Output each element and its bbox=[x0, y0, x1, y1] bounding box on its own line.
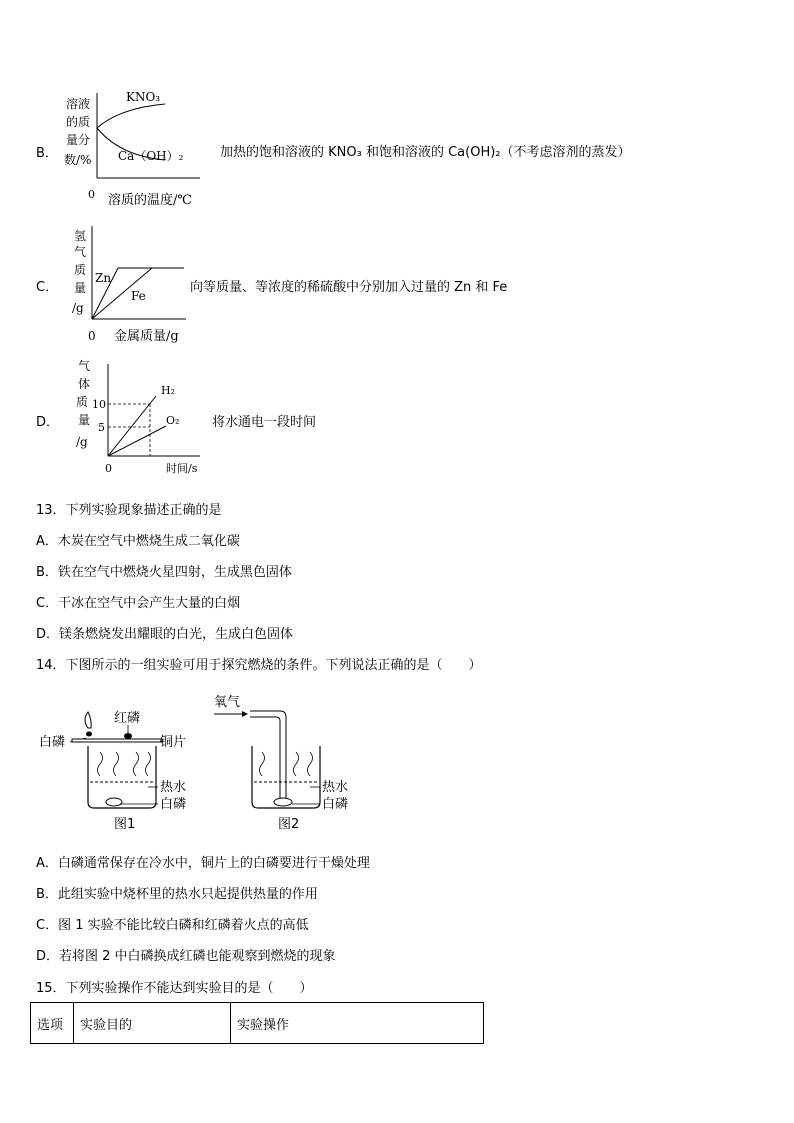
option-d-tick-10: 10 bbox=[92, 398, 106, 411]
option-d-y-label-1: 气 bbox=[78, 359, 91, 373]
q13-option-b: B．铁在空气中燃烧火星四射，生成黑色固体 bbox=[36, 565, 292, 580]
q14-option-a: A．白磷通常保存在冷水中，铜片上的白磷要进行干燥处理 bbox=[36, 856, 370, 871]
option-d-y-label-3: 质 bbox=[76, 395, 89, 409]
q14-figure-2 bbox=[210, 690, 360, 835]
option-b-y-label-2: 的质 bbox=[66, 115, 91, 129]
option-c-y-label-4: 量 bbox=[74, 281, 87, 295]
fig2-bottom-white-p bbox=[274, 798, 292, 806]
header-operation: 实验操作 bbox=[231, 1003, 484, 1044]
option-d-x-label: 时间/s bbox=[166, 462, 198, 475]
option-d-tick-5: 5 bbox=[98, 421, 105, 434]
fig1-copper-plate bbox=[72, 739, 162, 742]
option-c-origin: 0 bbox=[88, 329, 96, 343]
option-b-origin: 0 bbox=[88, 188, 95, 201]
fig2-caption: 图2 bbox=[278, 817, 300, 832]
option-b-kno3-curve bbox=[97, 104, 165, 128]
q13-option-a: A．木炭在空气中燃烧生成二氧化碳 bbox=[36, 534, 240, 549]
fig1-caption: 图1 bbox=[114, 817, 136, 832]
option-d-y-label-5: /g bbox=[76, 435, 88, 449]
option-d-o2-label: O₂ bbox=[166, 414, 180, 427]
option-d-letter: D． bbox=[36, 415, 60, 430]
option-b-y-label-3: 量分 bbox=[66, 133, 91, 147]
option-b-graph bbox=[60, 88, 210, 213]
option-b-kno3-label: KNO₃ bbox=[126, 90, 161, 104]
option-b-description: 加热的饱和溶液的 KNO₃ 和饱和溶液的 Ca(OH)₂（不考虑溶剂的蒸发） bbox=[220, 145, 631, 160]
option-b-caoh2-label: Ca（OH）₂ bbox=[118, 149, 184, 163]
fig2-oxygen-label: 氧气 bbox=[214, 695, 241, 710]
option-c-x-label: 金属质量/g bbox=[114, 329, 179, 344]
option-c-y-label-1: 氢 bbox=[74, 229, 87, 243]
option-b-x-label: 溶质的温度/℃ bbox=[108, 193, 192, 208]
fig1-red-phosphorus bbox=[124, 733, 132, 739]
fig1-bottom-white-p bbox=[106, 798, 122, 806]
fig2-white-p-label: 白磷 bbox=[322, 797, 349, 812]
q13-option-c: C．干冰在空气中会产生大量的白烟 bbox=[36, 596, 241, 611]
option-c-y-label-2: 气 bbox=[74, 245, 87, 259]
fig1-white-p-label: 白磷 bbox=[39, 735, 66, 750]
option-c-y-label-5: /g bbox=[72, 301, 84, 315]
fig1-steam-icon bbox=[98, 752, 151, 776]
option-d-description: 将水通电一段时间 bbox=[212, 415, 317, 430]
q14-option-b: B．此组实验中烧杯里的热水只起提供热量的作用 bbox=[36, 887, 318, 902]
q13-option-d: D．镁条燃烧发出耀眼的白光，生成白色固体 bbox=[36, 627, 294, 642]
q14-option-c: C．图 1 实验不能比较白磷和红磷着火点的高低 bbox=[36, 918, 309, 933]
q15-table bbox=[30, 1002, 484, 1044]
q14-option-d: D．若将图 2 中白磷换成红磷也能观察到燃烧的现象 bbox=[36, 949, 336, 964]
fig1-hot-water-label: 热水 bbox=[160, 780, 187, 795]
fig2-arrowhead-icon bbox=[242, 711, 248, 717]
q13-stem: 13．下列实验现象描述正确的是 bbox=[36, 503, 222, 518]
option-c-graph bbox=[68, 222, 198, 350]
option-d-h2-line bbox=[108, 396, 156, 456]
fig2-glass-tube bbox=[250, 711, 286, 798]
q14-figure-1 bbox=[36, 690, 206, 835]
option-d-h2-label: H₂ bbox=[161, 384, 176, 397]
option-b-letter: B． bbox=[36, 146, 58, 161]
option-c-fe-label: Fe bbox=[131, 289, 146, 303]
fig1-red-p-label: 红磷 bbox=[114, 711, 141, 726]
option-d-y-label-4: 量 bbox=[78, 413, 91, 427]
header-purpose: 实验目的 bbox=[74, 1003, 231, 1044]
option-c-letter: C． bbox=[36, 280, 59, 295]
fig1-beaker bbox=[88, 746, 156, 808]
fig1-copper-label: 铜片 bbox=[160, 735, 187, 750]
option-c-zn-label: Zn bbox=[95, 271, 112, 285]
option-d-y-label-2: 体 bbox=[78, 377, 91, 391]
fig1-white-p2-label: 白磷 bbox=[160, 797, 187, 812]
table-header-row bbox=[31, 1003, 484, 1044]
option-d-graph bbox=[70, 356, 210, 478]
fig2-hot-water-label: 热水 bbox=[322, 780, 349, 795]
option-b-y-label-1: 溶液 bbox=[66, 97, 91, 111]
option-c-y-label-3: 质 bbox=[74, 263, 87, 277]
q14-stem: 14．下图所示的一组实验可用于探究燃烧的条件。下列说法正确的是（ ） bbox=[36, 658, 482, 673]
q15-stem: 15．下列实验操作不能达到实验目的是（ ） bbox=[36, 981, 313, 996]
fig1-flame-icon bbox=[85, 712, 92, 737]
header-option: 选项 bbox=[31, 1003, 74, 1044]
option-d-o2-line bbox=[108, 426, 166, 456]
option-d-origin: 0 bbox=[105, 462, 112, 475]
option-c-description: 向等质量、等浓度的稀硫酸中分别加入过量的 Zn 和 Fe bbox=[190, 280, 508, 295]
option-b-y-label-4: 数/% bbox=[64, 153, 92, 167]
